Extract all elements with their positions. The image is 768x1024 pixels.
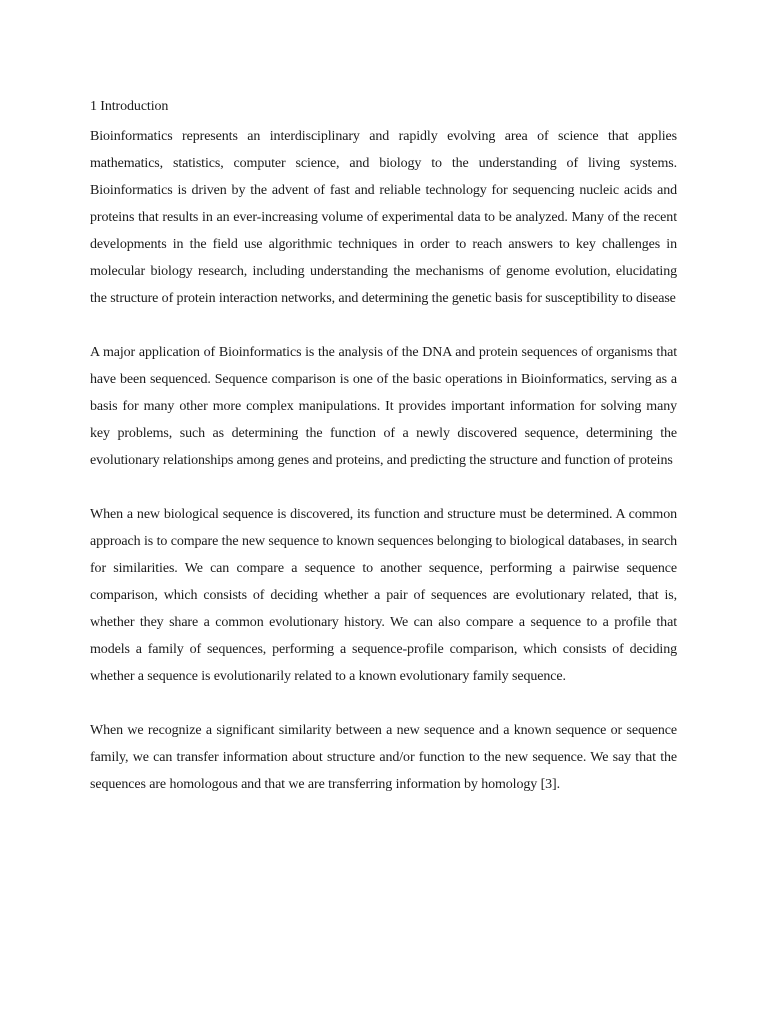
paragraph-2: A major application of Bioinformatics is the analysis of the DNA and protein sequences of organisms that have been sequenced. Sequence comparison is one of the basic operations in Bioinformatics, serving as a basis for many other more complex manipulations. It provides important information for solving many key problems, such as determining the function of a newly discovered sequence, determining the evolutionary relationships among genes and proteins, and predicting the structure and function of proteins — [90, 345, 677, 468]
section-heading: 1 Introduction — [90, 99, 169, 114]
paragraph-3: When a new biological sequence is discovered, its function and structure must be determined. A common approach is to compare the new sequence to known sequences belonging to biological databases, in search for similarities. We can compare a sequence to another sequence, performing a pairwise sequence comparison, which consists of deciding whether a pair of sequences are evolutionary related, that is, whether they share a common evolutionary history. We can also compare a sequence to a profile that models a family of sequences, performing a sequence-profile comparison, which consists of deciding whether a sequence is evolutionarily related to a known evolutionary family sequence. — [90, 507, 677, 684]
document-page — [90, 96, 677, 798]
paragraph-1: Bioinformatics represents an interdisciplinary and rapidly evolving area of science that applies mathematics, statistics, computer science, and biology to the understanding of living systems. Bioinformatics is driven by the advent of fast and reliable technology for sequencing nucleic acids and proteins that results in an ever-increasing volume of experimental data to be analyzed. Many of the recent developments in the field use algorithmic techniques in order to reach answers to key challenges in molecular biology research, including understanding the mechanisms of genome evolution, elucidating the structure of protein interaction networks, and determining the genetic basis for susceptibility to disease — [90, 129, 677, 306]
paragraph-4: When we recognize a significant similarity between a new sequence and a known sequence or sequence family, we can transfer information about structure and/or function to the new sequence. We say that the sequences are homologous and that we are transferring information by homology [3]. — [90, 723, 677, 792]
